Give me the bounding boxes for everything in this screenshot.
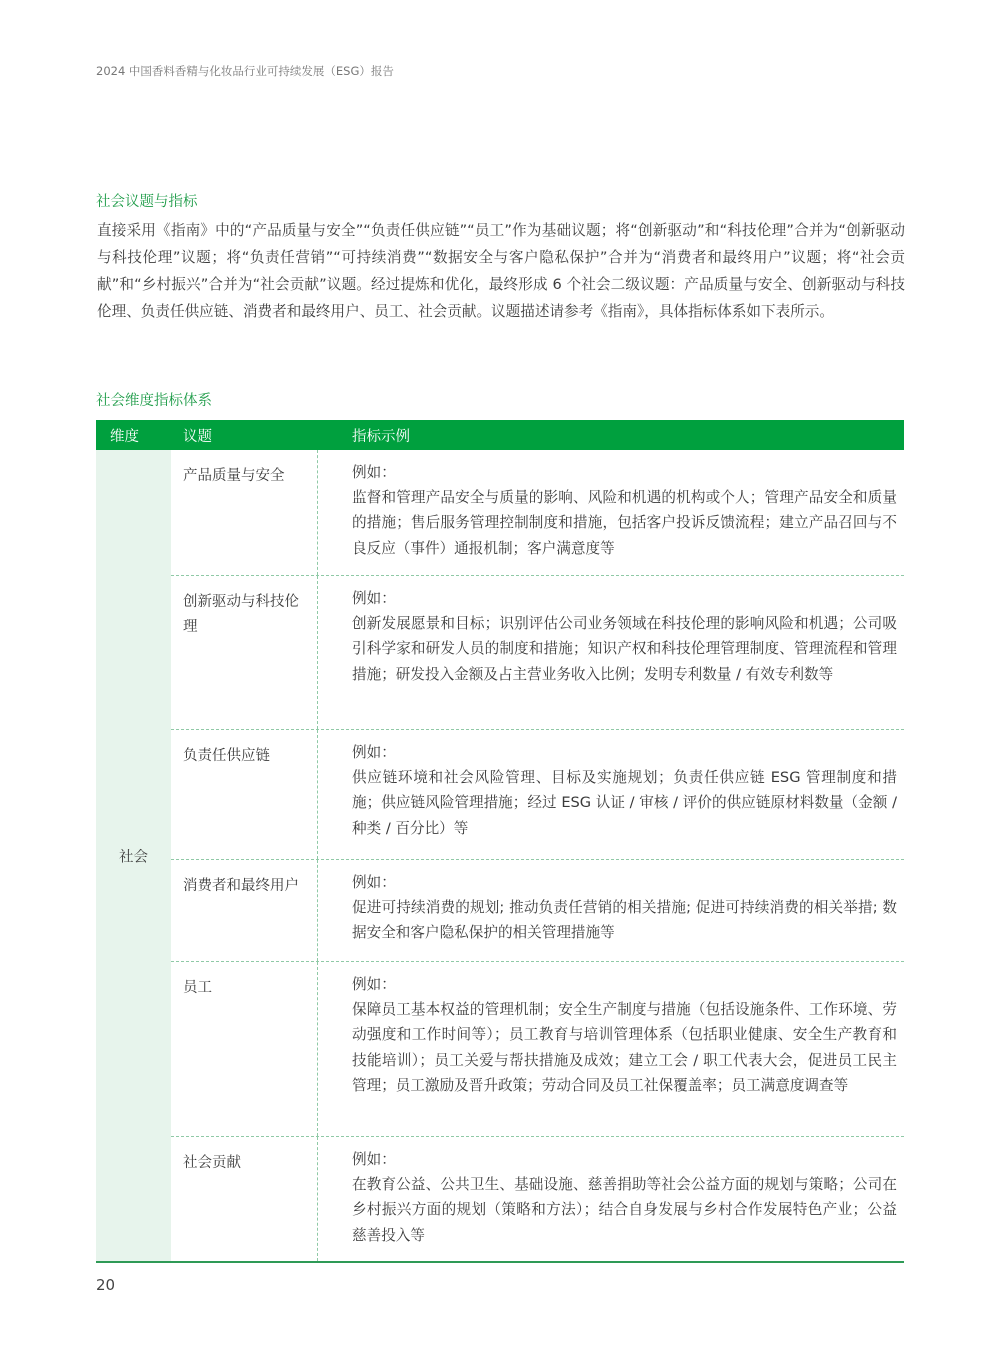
indicator-cell xyxy=(352,972,897,1098)
table-header xyxy=(96,420,904,450)
indicator-prefix: 例如： xyxy=(352,874,396,891)
header-topic: 议题 xyxy=(183,429,212,445)
section-title: 社会议题与指标 xyxy=(96,194,198,210)
indicator-text: 促进可持续消费的规划; 推动负责任营销的相关措施; 促进可持续消费的相关举措; 数据安全和客户隐私保护的相关管理措施等 xyxy=(352,899,897,942)
body-paragraph: 直接采用《指南》中的“产品质量与安全”“负责任供应链”“员工”作为基础议题；将“创新驱动”和“科技伦理”合并为“创新驱动与科技伦理”议题；将“负责任营销”“可持续消费”“数据安全与客户隐私保护”合并为“消费者和最终用户”议题；将“社会贡献”和“乡村振兴”合并为“社会贡献”议题。经过提炼和优化，最终形成 6 个社会二级议题：产品质量与安全、创新驱动与科技伦理、负责任供应链、消费者和最终用户、员工、社会贡献。议题描述请参考《指南》，具体指标体系如下表所示。 xyxy=(97,222,905,320)
table-title: 社会维度指标体系 xyxy=(96,393,212,409)
indicator-text: 监督和管理产品安全与质量的影响、风险和机遇的机构或个人；管理产品安全和质量的措施；售后服务管理控制制度和措施，包括客户投诉反馈流程；建立产品召回与不良反应（事件）通报机制；客户满意度等 xyxy=(352,489,897,557)
indicator-prefix: 例如： xyxy=(352,744,396,761)
topic-cell: 创新驱动与科技伦理 xyxy=(183,594,299,635)
header-dimension: 维度 xyxy=(110,429,139,445)
dimension-label: 社会 xyxy=(119,849,148,865)
column-divider xyxy=(317,730,318,859)
header-indicators: 指标示例 xyxy=(352,429,410,445)
indicator-cell xyxy=(352,586,897,687)
topic-cell: 负责任供应链 xyxy=(183,748,270,764)
table-row xyxy=(171,860,904,962)
indicator-table xyxy=(96,420,904,1263)
column-divider xyxy=(317,1137,318,1261)
table-body xyxy=(96,450,904,1263)
topic-cell: 产品质量与安全 xyxy=(183,468,285,484)
topic-cell: 社会贡献 xyxy=(183,1155,241,1171)
indicator-text: 供应链环境和社会风险管理、目标及实施规划；负责任供应链 ESG 管理制度和措施；供应链风险管理措施；经过 ESG 认证 / 审核 / 评价的供应链原材料数量（金额 / 种类 / 百分比）等 xyxy=(352,769,897,837)
indicator-text: 保障员工基本权益的管理机制；安全生产制度与措施（包括设施条件、工作环境、劳动强度和工作时间等）；员工教育与培训管理体系（包括职业健康、安全生产教育和技能培训）；员工关爱与帮扶措施及成效；建立工会 / 职工代表大会，促进员工民主管理；员工激励及晋升政策；劳动合同及员工社保覆盖率；员工满意度调查等 xyxy=(352,1001,897,1094)
indicator-prefix: 例如： xyxy=(352,976,396,993)
column-divider xyxy=(317,576,318,729)
indicator-cell xyxy=(352,870,897,946)
topic-cell: 员工 xyxy=(183,980,212,996)
table-row xyxy=(171,1137,904,1261)
dimension-cell xyxy=(96,450,171,1261)
indicator-text: 创新发展愿景和目标；识别评估公司业务领域在科技伦理的影响风险和机遇；公司吸引科学家和研发人员的制度和措施；知识产权和科技伦理管理制度、管理流程和管理措施；研发投入金额及占主营业务收入比例；发明专利数量 / 有效专利数等 xyxy=(352,615,897,683)
indicator-prefix: 例如： xyxy=(352,464,396,481)
column-divider xyxy=(317,962,318,1136)
topic-cell: 消费者和最终用户 xyxy=(183,878,299,894)
column-divider xyxy=(317,450,318,575)
indicator-cell xyxy=(352,1147,897,1248)
indicator-cell xyxy=(352,460,897,561)
indicator-text: 在教育公益、公共卫生、基础设施、慈善捐助等社会公益方面的规划与策略；公司在乡村振兴方面的规划（策略和方法）；结合自身发展与乡村合作发展特色产业；公益慈善投入等 xyxy=(352,1176,897,1244)
running-header: 2024 中国香料香精与化妆品行业可持续发展（ESG）报告 xyxy=(96,64,394,78)
page-number: 20 xyxy=(96,1276,116,1294)
table-row xyxy=(171,730,904,860)
indicator-cell xyxy=(352,740,897,841)
table-row xyxy=(171,962,904,1137)
indicator-prefix: 例如： xyxy=(352,1151,396,1168)
table-row xyxy=(171,450,904,576)
indicator-prefix: 例如： xyxy=(352,590,396,607)
column-divider xyxy=(317,860,318,961)
table-row xyxy=(171,576,904,730)
